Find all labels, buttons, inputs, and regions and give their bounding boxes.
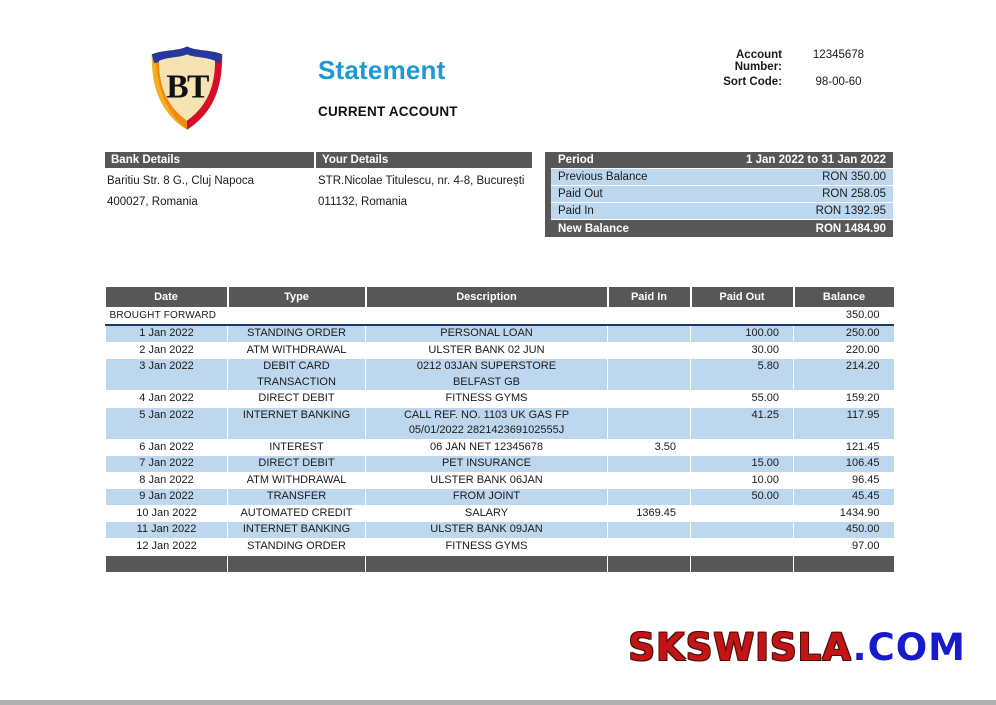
cell-type: DEBIT CARD TRANSACTION [228, 359, 366, 391]
cell-in [608, 456, 691, 473]
summary-value: RON 258.05 [822, 188, 886, 200]
cell-out [691, 439, 794, 456]
summary-value: RON 350.00 [822, 171, 886, 183]
cell-in [608, 489, 691, 506]
account-number-value: 12345678 [812, 49, 865, 61]
sort-code-value: 98-00-60 [815, 76, 862, 88]
cell-desc: FITNESS GYMS [366, 391, 608, 408]
summary-label: Paid In [558, 205, 594, 217]
cell-out [691, 522, 794, 539]
cell-out: 10.00 [691, 472, 794, 489]
bank-details-line: 400027, Romania [107, 196, 198, 208]
cell-out [691, 505, 794, 522]
transaction-row [106, 489, 894, 506]
cell-in [608, 407, 691, 439]
col-date: Date [106, 287, 228, 307]
cell-date: 4 Jan 2022 [106, 391, 228, 408]
page-title: Statement [318, 55, 446, 85]
bank-logo [147, 44, 227, 132]
transactions-body [106, 325, 894, 555]
transaction-row [106, 391, 894, 408]
col-balance: Balance [794, 287, 894, 307]
cell-bal: 106.45 [794, 456, 894, 473]
cell-type: ATM WITHDRAWAL [228, 342, 366, 359]
cell-desc: 0212 03JAN SUPERSTORE BELFAST GB [366, 359, 608, 391]
table-footer-row [106, 555, 894, 572]
cell-date: 12 Jan 2022 [106, 538, 228, 555]
cell-out [691, 538, 794, 555]
transactions-table [105, 287, 894, 573]
cell-desc: PET INSURANCE [366, 456, 608, 473]
cell-bal: 220.00 [794, 342, 894, 359]
table-header-row [106, 287, 894, 307]
cell-out: 50.00 [691, 489, 794, 506]
transaction-row [106, 325, 894, 342]
cell-date: 3 Jan 2022 [106, 359, 228, 391]
summary-row [551, 169, 893, 185]
transaction-row [106, 359, 894, 391]
cell-date: 6 Jan 2022 [106, 439, 228, 456]
cell-out: 30.00 [691, 342, 794, 359]
summary-label: Paid Out [558, 188, 603, 200]
summary-rows [551, 169, 893, 219]
cell-date: 8 Jan 2022 [106, 472, 228, 489]
cell-type: AUTOMATED CREDIT [228, 505, 366, 522]
cell-desc: 06 JAN NET 12345678 [366, 439, 608, 456]
cell-type: STANDING ORDER [228, 538, 366, 555]
cell-bal: 250.00 [794, 325, 894, 342]
your-details-line: 011132, Romania [318, 196, 408, 208]
cell-type: INTERNET BANKING [228, 407, 366, 439]
cell-in [608, 391, 691, 408]
cell-date: 1 Jan 2022 [106, 325, 228, 342]
transaction-row [106, 522, 894, 539]
cell-bal: 450.00 [794, 522, 894, 539]
your-details-header: Your Details [316, 152, 532, 168]
period-label: Period [558, 154, 594, 166]
logo-text: BT [166, 68, 208, 106]
period-summary-box [545, 152, 893, 237]
your-details-line: STR.Nicolae Titulescu, nr. 4-8, București [318, 175, 525, 187]
transaction-row [106, 407, 894, 439]
cell-out: 100.00 [691, 325, 794, 342]
watermark [628, 626, 966, 669]
transaction-row [106, 439, 894, 456]
cell-type: ATM WITHDRAWAL [228, 472, 366, 489]
your-details-box [316, 152, 532, 213]
page-subtitle: CURRENT ACCOUNT [318, 104, 458, 119]
cell-date: 10 Jan 2022 [106, 505, 228, 522]
cell-desc: CALL REF. NO. 1103 UK GAS FP 05/01/2022 282142369102555J [366, 407, 608, 439]
cell-date: 5 Jan 2022 [106, 407, 228, 439]
col-type: Type [228, 287, 366, 307]
cell-date: 11 Jan 2022 [106, 522, 228, 539]
cell-bal: 1434.90 [794, 505, 894, 522]
page-bottom-bar [0, 700, 996, 705]
cell-type: INTEREST [228, 439, 366, 456]
new-balance-row [551, 220, 893, 237]
bank-details-line: Baritiu Str. 8 G., Cluj Napoca [107, 175, 255, 187]
transaction-row [106, 342, 894, 359]
cell-bal: 97.00 [794, 538, 894, 555]
title-block [318, 55, 458, 119]
period-row [551, 152, 893, 168]
brought-forward-balance: 350.00 [845, 309, 880, 321]
period-value: 1 Jan 2022 to 31 Jan 2022 [745, 154, 886, 166]
summary-row [551, 186, 893, 202]
cell-in [608, 538, 691, 555]
cell-out: 41.25 [691, 407, 794, 439]
cell-in [608, 522, 691, 539]
new-balance-label: New Balance [558, 222, 629, 235]
col-paid-in: Paid In [608, 287, 691, 307]
cell-date: 2 Jan 2022 [106, 342, 228, 359]
cell-bal: 117.95 [794, 407, 894, 439]
account-number-label: Account Number: [734, 49, 782, 73]
cell-in [608, 359, 691, 391]
summary-value: RON 1392.95 [815, 205, 886, 217]
col-description: Description [366, 287, 608, 307]
cell-type: DIRECT DEBIT [228, 456, 366, 473]
transaction-row [106, 456, 894, 473]
brought-forward-label: BROUGHT FORWARD [109, 310, 217, 321]
transaction-row [106, 538, 894, 555]
watermark-primary: SKSWISLA [628, 626, 853, 669]
watermark-secondary: .COM [852, 626, 966, 669]
cell-desc: ULSTER BANK 02 JUN [366, 342, 608, 359]
col-paid-out: Paid Out [691, 287, 794, 307]
cell-date: 9 Jan 2022 [106, 489, 228, 506]
cell-desc: FROM JOINT [366, 489, 608, 506]
bank-details-header: Bank Details [105, 152, 314, 168]
cell-in [608, 472, 691, 489]
cell-desc: FITNESS GYMS [366, 538, 608, 555]
cell-desc: ULSTER BANK 09JAN [366, 522, 608, 539]
transaction-row [106, 472, 894, 489]
cell-in [608, 325, 691, 342]
new-balance-value: RON 1484.90 [815, 222, 886, 235]
cell-type: STANDING ORDER [228, 325, 366, 342]
cell-in [608, 342, 691, 359]
cell-in: 1369.45 [608, 505, 691, 522]
cell-desc: SALARY [366, 505, 608, 522]
transaction-row [106, 505, 894, 522]
cell-bal: 121.45 [794, 439, 894, 456]
cell-desc: PERSONAL LOAN [366, 325, 608, 342]
cell-in: 3.50 [608, 439, 691, 456]
cell-desc: ULSTER BANK 06JAN [366, 472, 608, 489]
cell-type: DIRECT DEBIT [228, 391, 366, 408]
cell-bal: 96.45 [794, 472, 894, 489]
summary-row [551, 203, 893, 219]
bank-details-box [105, 152, 314, 213]
sort-code-label: Sort Code: [723, 76, 782, 88]
cell-date: 7 Jan 2022 [106, 456, 228, 473]
summary-label: Previous Balance [558, 171, 648, 183]
account-info [688, 49, 895, 88]
cell-type: INTERNET BANKING [228, 522, 366, 539]
cell-bal: 45.45 [794, 489, 894, 506]
brought-forward-row [106, 307, 894, 325]
cell-bal: 159.20 [794, 391, 894, 408]
cell-type: TRANSFER [228, 489, 366, 506]
cell-bal: 214.20 [794, 359, 894, 391]
cell-out: 55.00 [691, 391, 794, 408]
cell-out: 5.80 [691, 359, 794, 391]
cell-out: 15.00 [691, 456, 794, 473]
